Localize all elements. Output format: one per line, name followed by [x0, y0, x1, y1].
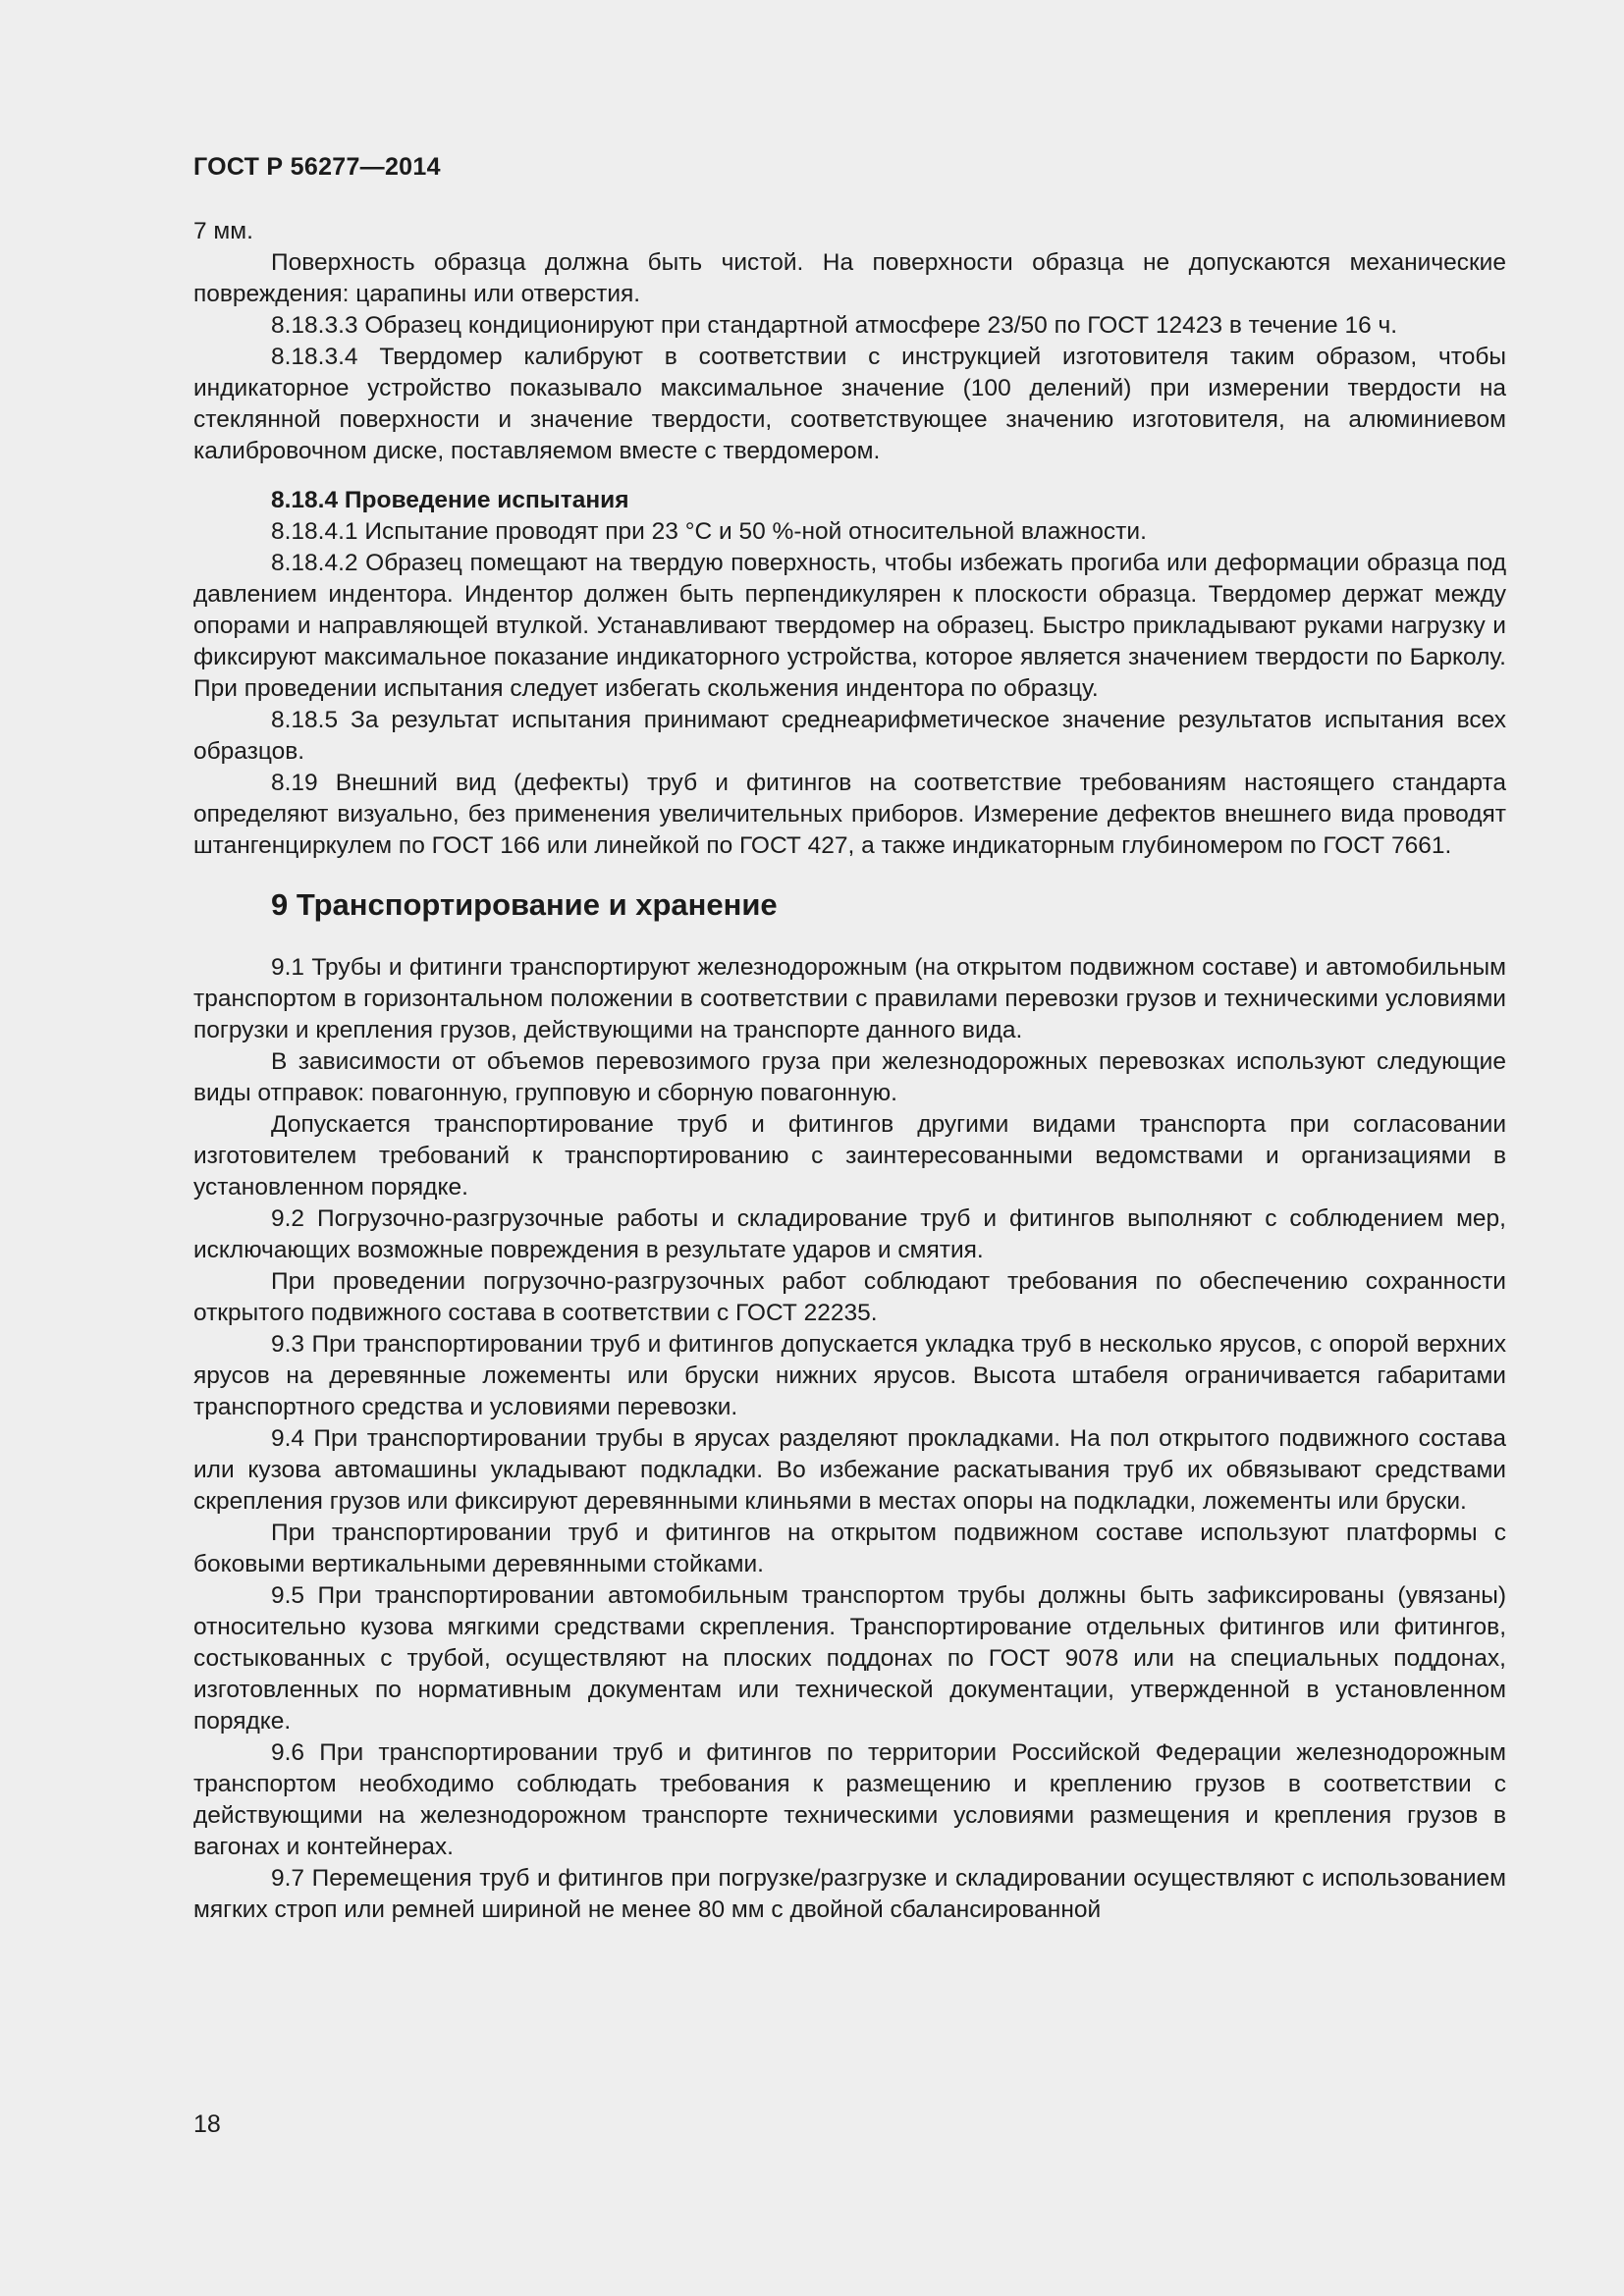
paragraph: 9.4 При транспортировании трубы в ярусах разделяют прокладками. На пол открытого подвижного состава или кузова автомашины укладывают подкладки. Во избежание раскатывания труб их обвязывают средствами скрепления грузов или фиксируют деревянными клиньями в местах опоры на подкладки, ложементы или бруски.: [193, 1425, 1506, 1515]
paragraph: 8.18.3.3 Образец кондиционируют при стандартной атмосфере 23/50 по ГОСТ 12423 в течение 16 ч.: [271, 312, 1398, 339]
paragraph: 7 мм.: [193, 218, 253, 244]
paragraph: 9.3 При транспортировании труб и фитингов допускается укладка труб в несколько ярусов, с опорой верхних ярусов на деревянные ложементы или бруски нижних ярусов. Высота штабеля ограничивается габаритами транспортного средства и условиями перевозки.: [193, 1331, 1506, 1420]
document-body: [193, 216, 1506, 1926]
paragraph: В зависимости от объемов перевозимого груза при железнодорожных перевозках используют следующие виды отправок: повагонную, групповую и сборную повагонную.: [193, 1048, 1506, 1106]
page-number: 18: [193, 2110, 221, 2138]
paragraph: 9.6 При транспортировании труб и фитингов по территории Российской Федерации железнодорожным транспортом необходимо соблюдать требования к размещению и креплению грузов в соответствии с действующими на железнодорожном транспорте техническими условиями размещения и крепления грузов в вагонах и контейнерах.: [193, 1739, 1506, 1860]
paragraph: При проведении погрузочно-разгрузочных работ соблюдают требования по обеспечению сохранности открытого подвижного состава в соответствии с ГОСТ 22235.: [193, 1268, 1506, 1326]
paragraph: 8.19 Внешний вид (дефекты) труб и фитингов на соответствие требованиям настоящего стандарта определяют визуально, без применения увеличительных приборов. Измерение дефектов внешнего вида проводят штангенциркулем по ГОСТ 166 или линейкой по ГОСТ 427, а также индикаторным глубиномером по ГОСТ 7661.: [193, 770, 1506, 859]
paragraph: При транспортировании труб и фитингов на открытом подвижном составе используют платформы с боковыми вертикальными деревянными стойками.: [193, 1520, 1506, 1577]
paragraph: Допускается транспортирование труб и фитингов другими видами транспорта при согласовании изготовителем требований к транспортированию с заинтересованными ведомствами и организациями в установленном порядке.: [193, 1111, 1506, 1201]
paragraph: 8.18.3.4 Твердомер калибруют в соответствии с инструкцией изготовителя таким образом, чтобы индикаторное устройство показывало максимальное значение (100 делений) при измерении твердости на стеклянной поверхности и значение твердости, соответствующее значению изготовителя, на алюминиевом калибровочном диске, поставляемом вместе с твердомером.: [193, 344, 1506, 464]
section-heading: 9 Транспортирование и хранение: [271, 887, 778, 922]
paragraph: 9.7 Перемещения труб и фитингов при погрузке/разгрузке и складировании осуществляют с использованием мягких строп или ремней шириной не менее 80 мм с двойной сбалансированной: [193, 1865, 1506, 1923]
paragraph: Поверхность образца должна быть чистой. На поверхности образца не допускаются механические повреждения: царапины или отверстия.: [193, 249, 1506, 307]
paragraph: 8.18.4.1 Испытание проводят при 23 °С и 50 %-ной относительной влажности.: [271, 518, 1147, 545]
subsection-heading: 8.18.4 Проведение испытания: [271, 487, 629, 513]
paragraph: 9.5 При транспортировании автомобильным транспортом трубы должны быть зафиксированы (увязаны) относительно кузова мягкими средствами скрепления. Транспортирование отдельных фитингов или фитингов, состыкованных с трубой, осуществляют на плоских поддонах по ГОСТ 9078 или на специальных поддонах, изготовленных по нормативным документам или технической документации, утвержденной в установленном порядке.: [193, 1582, 1506, 1735]
paragraph: 8.18.5 За результат испытания принимают среднеарифметическое значение результатов испытания всех образцов.: [193, 707, 1506, 765]
paragraph: 9.1 Трубы и фитинги транспортируют железнодорожным (на открытом подвижном составе) и автомобильным транспортом в горизонтальном положении в соответствии с правилами перевозки грузов и техническими условиями погрузки и крепления грузов, действующими на транспорте данного вида.: [193, 954, 1506, 1043]
document-header-code: ГОСТ Р 56277—2014: [193, 153, 441, 181]
paragraph: 8.18.4.2 Образец помещают на твердую поверхность, чтобы избежать прогиба или деформации образца под давлением индентора. Индентор должен быть перпендикулярен к плоскости образца. Твердомер держат между опорами и направляющей втулкой. Устанавливают твердомер на образец. Быстро прикладывают руками нагрузку и фиксируют максимальное показание индикаторного устройства, которое является значением твердости по Барколу. При проведении испытания следует избегать скольжения индентора по образцу.: [193, 550, 1506, 702]
paragraph: 9.2 Погрузочно-разгрузочные работы и складирование труб и фитингов выполняют с соблюдением мер, исключающих возможные повреждения в результате ударов и смятия.: [193, 1205, 1506, 1263]
